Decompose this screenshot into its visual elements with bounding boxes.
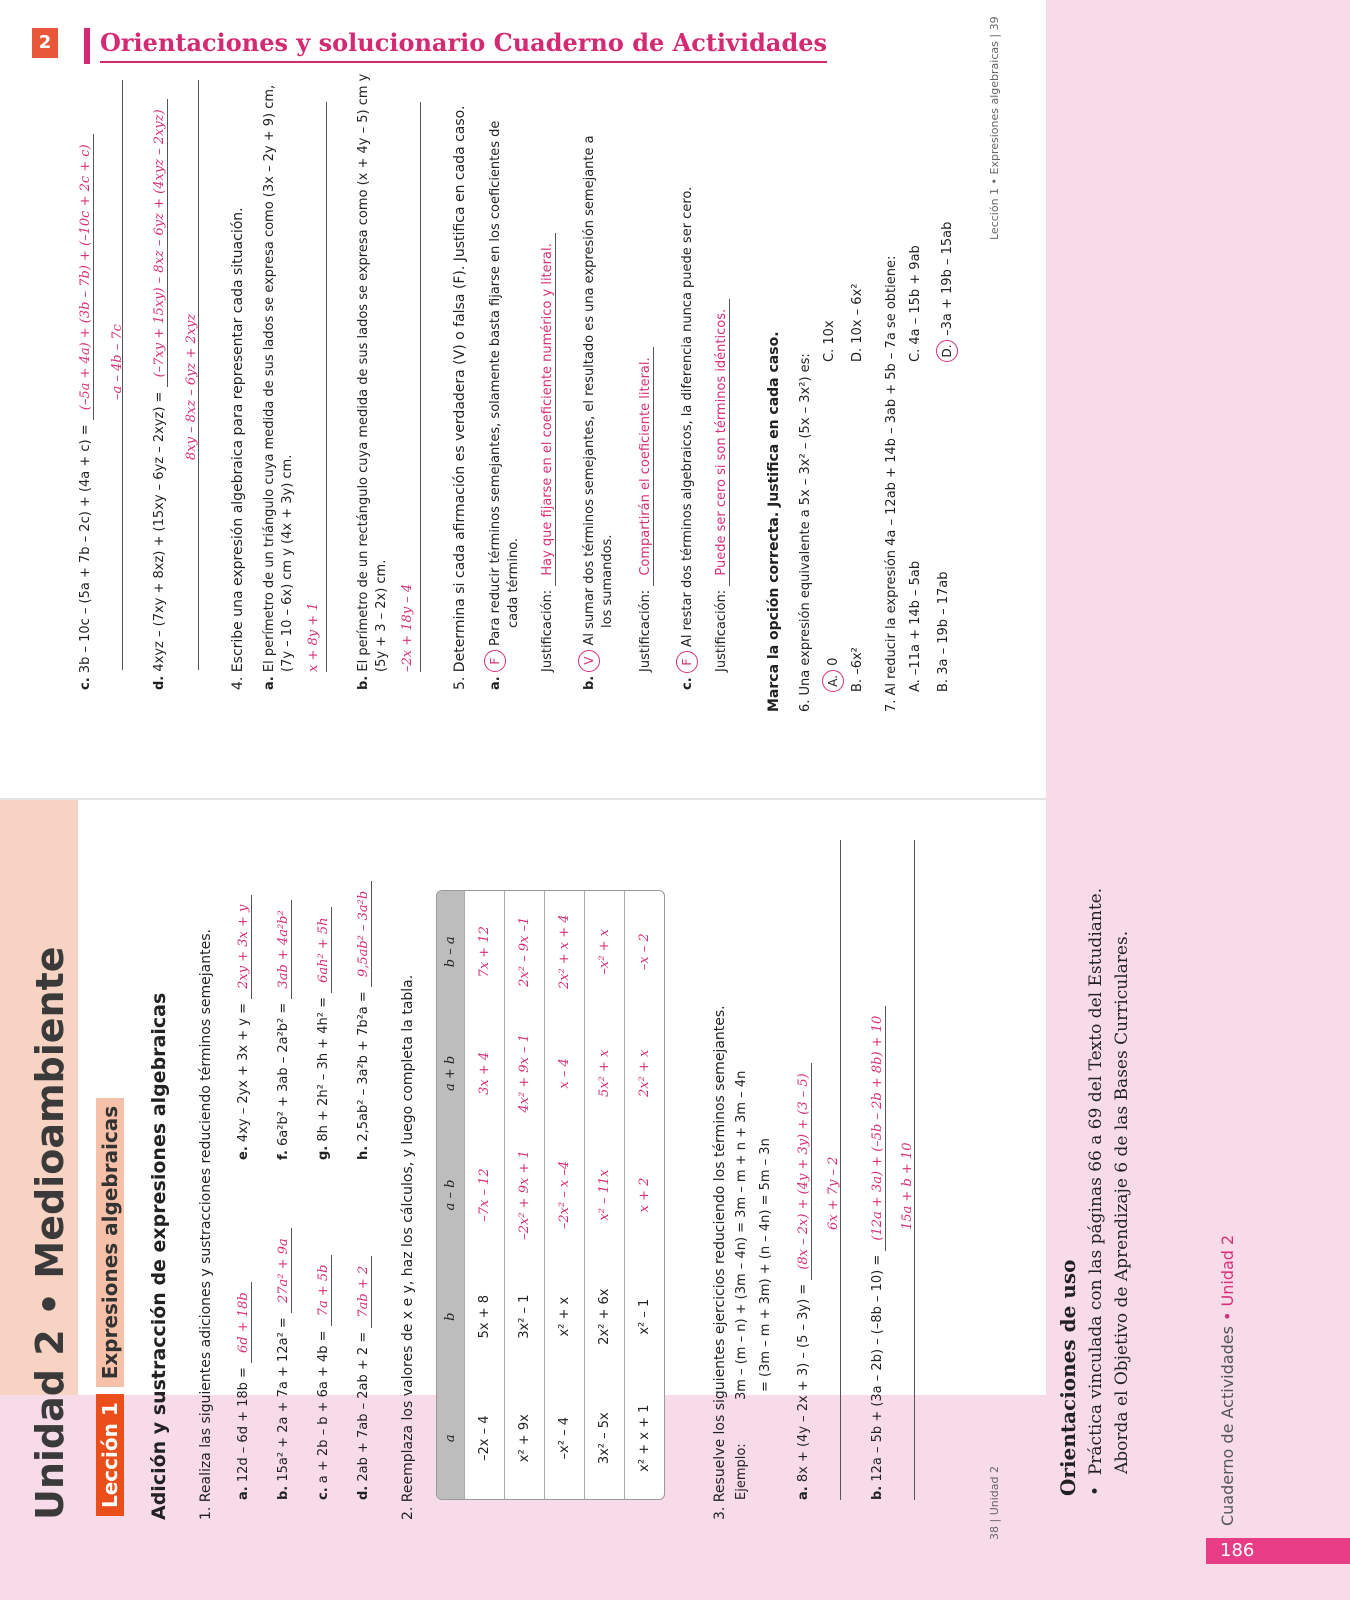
q3-example-line1: 3m – (m – n) + (3m – 4n) = 3m – m + n + 3m – 4n <box>734 1070 749 1400</box>
table-cell: 2x² + x + 4 <box>545 891 585 1013</box>
q5-prompt: 5. Determina si cada afirmación es verdadera (V) o falsa (F). Justifica en cada caso. <box>452 105 468 690</box>
table-cell: 3x² – 5x <box>585 1377 625 1499</box>
q5-b-just: Justificación: Compartirán el coeficiente literal. <box>638 347 653 672</box>
table-cell: x² + x <box>545 1256 585 1378</box>
table-row <box>585 891 625 1499</box>
table-cell: –2x² + 9x + 1 <box>505 1134 545 1256</box>
table-cell: x² – 11x <box>585 1134 625 1256</box>
table-header-cell: b <box>437 1256 465 1378</box>
table-header-cell: a + b <box>437 1013 465 1135</box>
q1-item-f: f. 6a²b² + 3ab – 2a²b² = 3ab + 4a²b² <box>276 900 291 1160</box>
table-cell: –2x – 4 <box>465 1377 505 1499</box>
table-cell: x² + x + 1 <box>625 1377 665 1499</box>
table-cell: x² – 1 <box>625 1256 665 1378</box>
q7-option-d: D. –3a + 19b – 15ab <box>936 222 958 362</box>
page-divider <box>0 798 1046 800</box>
q5-c-just: Justificación: Puede ser cero si son términos idénticos. <box>714 299 729 672</box>
q3-b-line <box>914 840 915 1500</box>
q1-item-e: e. 4xy – 2yx + 3x + y = 2xy + 3x + y <box>236 895 251 1160</box>
q3-a-line <box>840 840 841 1500</box>
values-table-grid <box>437 891 664 1499</box>
q6-option-d: D. 10x – 6x² <box>850 283 865 362</box>
q1-item-d: d. 2ab + 7ab – 2ab + 2 = 7ab + 2 <box>356 1256 371 1500</box>
mc-heading: Marca la opción correcta. Justifica en cada caso. <box>766 331 782 712</box>
guide-title: Orientaciones de uso <box>1056 1259 1080 1496</box>
lesson-name: Expresiones algebraicas <box>96 1098 124 1388</box>
d-answer: 8xy – 8xz – 6yz + 2xyz <box>184 313 199 460</box>
q6-option-b: B. –6x² <box>850 647 865 692</box>
table-cell: 5x² + x <box>585 1013 625 1135</box>
q3-b: b. 12a – 5b + (3a – 2b) – (–8b – 10) = (12a + 3a) + (–5b – 2b + 8b) + 10 <box>870 1006 885 1500</box>
q3-a-answer: 6x + 7y – 2 <box>826 1156 841 1230</box>
values-table <box>436 890 665 1500</box>
q6-option-c: C. 10x <box>822 320 837 362</box>
table-header-cell: a <box>437 1377 465 1499</box>
q4-a-text2: (7y – 10 – 6x) cm y (4x + 3y) cm. <box>280 454 295 672</box>
lesson-tag: Lección 1 <box>96 1394 124 1516</box>
q5-c: c. F Al restar dos términos algebraicos, la diferencia nunca puede ser cero. <box>676 187 698 690</box>
table-cell: 2x² + x <box>625 1013 665 1135</box>
q4-b-line <box>420 102 421 672</box>
q3-prompt: 3. Resuelve los siguientes ejercicios reduciendo los términos semejantes. <box>712 1005 728 1520</box>
q7-prompt: 7. Al reducir la expresión 4a – 12ab + 14b – 3ab + 5b – 7a se obtiene: <box>884 255 899 712</box>
table-cell: 5x + 8 <box>465 1256 505 1378</box>
q4-b-answer: –2x + 18y – 4 <box>400 583 415 672</box>
left-page-footer: 38 | Unidad 2 <box>988 1466 1001 1540</box>
table-cell: –x – 2 <box>625 891 665 1013</box>
table-cell: 4x² + 9x – 1 <box>505 1013 545 1135</box>
table-row <box>505 891 545 1499</box>
q3-example-line2: = (3m – m + 3m) + (n – 4n) = 5m – 3n <box>758 1138 773 1392</box>
q6-prompt: 6. Una expresión equivalente a 5x – 3x² – (5x – 3x²) es: <box>798 353 813 712</box>
unit-badge: 2 <box>32 28 58 58</box>
table-cell: –7x – 12 <box>465 1134 505 1256</box>
lesson-heading <box>98 1098 122 1516</box>
table-cell: 3x + 4 <box>465 1013 505 1135</box>
q2-prompt: 2. Reemplaza los valores de x e y, haz los cálculos, y luego completa la tabla. <box>400 974 416 1520</box>
q7-option-c: C. 4a – 15b + 9ab <box>908 245 923 362</box>
q7-option-a: A. –11a + 14b – 5ab <box>908 560 923 692</box>
q4-b-text1: b. El perímetro de un rectángulo cuya medida de sus lados se expresa como (x + 4y – 5) cm y <box>356 73 371 690</box>
q5-b: b. V Al sumar dos términos semejantes, el resultado es una expresión semejante a <box>578 135 600 690</box>
table-cell: –x² – 4 <box>545 1377 585 1499</box>
table-header-cell: a – b <box>437 1134 465 1256</box>
q5-a: a. F Para reducir términos semejantes, solamente basta fijarse en los coeficientes de <box>484 121 506 690</box>
q1-item-c: c. a + 2b – b + 6a + 4b = 7a + 5b <box>316 1255 331 1500</box>
table-row <box>465 891 505 1499</box>
c-answer: –a – 4b – 7c <box>110 324 125 400</box>
q5-a-just: Justificación: Hay que fijarse en el coeficiente numérico y literal. <box>540 233 555 672</box>
q5-b-text2: los sumandos. <box>600 534 615 628</box>
q1-item-g: g. 8h + 2h² – 3h + 4h² = 6ah² + 5h <box>316 907 331 1160</box>
c-item: c. 3b – 10c – (5a + 7b – 2c) + (4a + c) = (–5a + 4a) + (3b – 7b) + (–10c + 2c + c) <box>78 134 93 690</box>
d-line <box>198 80 199 670</box>
table-cell: –2x² – x –4 <box>545 1134 585 1256</box>
bullet-icon: • <box>1086 1485 1106 1496</box>
q4-a-text1: a. El perímetro de un triángulo cuya medida de sus lados se expresa como (3x – 2y + 9) cm, <box>262 84 277 690</box>
section-title: Adición y sustracción de expresiones algebraicas <box>148 992 170 1520</box>
q6-option-a: A. 0 <box>822 658 844 692</box>
c-line <box>122 80 123 670</box>
q4-b-text2: (5y + 3 – 2x) cm. <box>374 559 389 672</box>
table-cell: –x² + x <box>585 891 625 1013</box>
q4-a-line <box>326 102 327 672</box>
q7-option-b: B. 3a – 19b – 17ab <box>936 571 951 692</box>
unit-title: Unidad 2 • Medioambiente <box>28 946 72 1520</box>
guide-footer: Cuaderno de Actividades • Unidad 2 <box>1218 1234 1237 1526</box>
d-item: d. 4xyz – (7xy + 8xz) + (15xy – 6yz – 2xyz) = (–7xy + 15xy) – 8xz – 6yz + (4xyz – 2xyz) <box>152 99 167 690</box>
q4-a-answer: x + 8y + 1 <box>306 602 321 672</box>
guide-bullet: • Práctica vinculada con las páginas 66 a 69 del Texto del Estudiante. <box>1086 887 1106 1496</box>
table-cell: x + 2 <box>625 1134 665 1256</box>
q1-item-b: b. 15a² + 2a + 7a + 12a² = 27a² + 9a <box>276 1228 291 1500</box>
table-row <box>625 891 665 1499</box>
guide-bullet-line2: Aborda el Objetivo de Aprendizaje 6 de las Bases Curriculares. <box>1112 930 1132 1474</box>
q3-example-label: Ejemplo: <box>734 1443 749 1500</box>
q3-b-answer: 15a + b + 10 <box>900 1142 915 1230</box>
page-number: 186 <box>1206 1538 1350 1564</box>
header-title: Orientaciones y solucionario Cuaderno de Actividades <box>100 28 827 63</box>
table-header-cell: b – a <box>437 891 465 1013</box>
table-row <box>545 891 585 1499</box>
table-cell: 3x² – 1 <box>505 1256 545 1378</box>
header-bar <box>84 28 90 64</box>
table-cell: 2x² – 9x –1 <box>505 891 545 1013</box>
q4-prompt: 4. Escribe una expresión algebraica para representar cada situación. <box>230 207 246 690</box>
table-cell: x – 4 <box>545 1013 585 1135</box>
q5-a-text2: cada término. <box>506 537 521 628</box>
right-page-footer: Lección 1 • Expresiones algebraicas | 39 <box>988 16 1001 240</box>
q1-item-a: a. 12d – 6d + 18b = 6d + 18b <box>236 1282 251 1500</box>
q1-prompt: 1. Realiza las siguientes adiciones y sustracciones reduciendo términos semejantes. <box>198 929 214 1520</box>
table-cell: 7x + 12 <box>465 891 505 1013</box>
q3-a: a. 8x + (4y – 2x + 3) – (5 – 3y) = (8x – 2x) + (4y + 3y) + (3 – 5) <box>796 1063 811 1500</box>
table-cell: 2x² + 6x <box>585 1256 625 1378</box>
q1-item-h: h. 2,5ab² – 3a²b + 7b²a = 9,5ab² – 3a²b <box>356 881 371 1160</box>
table-cell: x² + 9x <box>505 1377 545 1499</box>
